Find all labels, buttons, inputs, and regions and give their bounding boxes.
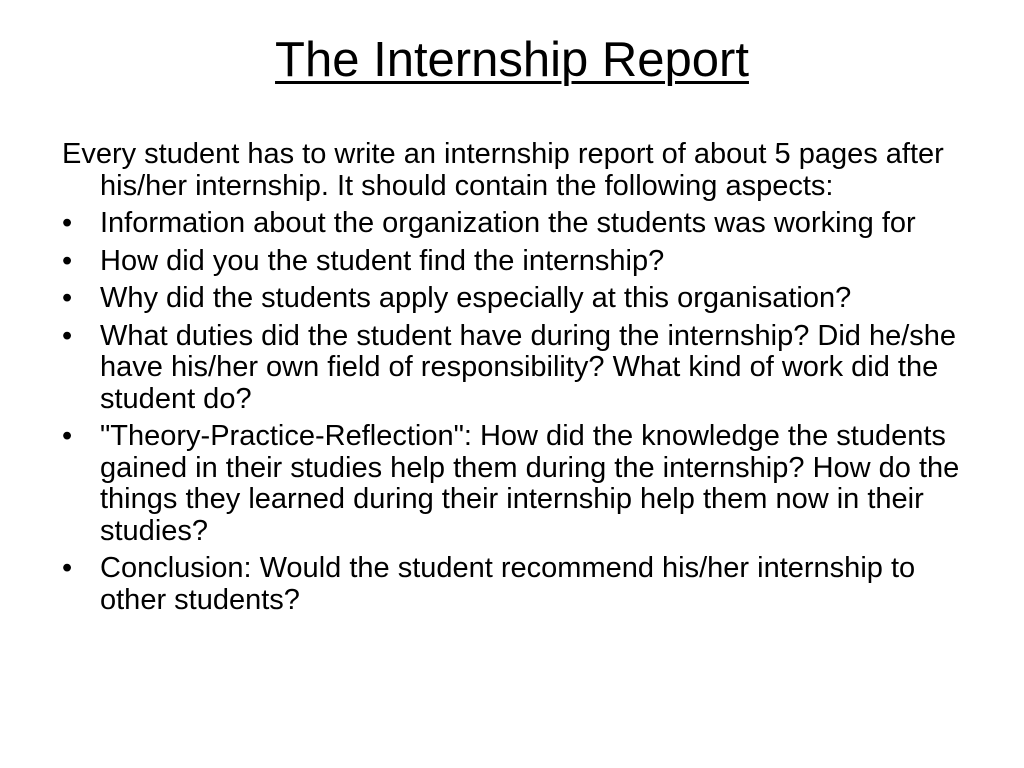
- bullet-dot-icon: •: [62, 244, 73, 277]
- bullet-dot-icon: •: [62, 420, 73, 452]
- bullet-dot-icon: •: [62, 207, 73, 239]
- bullet-dot-icon: •: [62, 319, 73, 352]
- bullet-text: Information about the organization the students was working for: [100, 207, 916, 239]
- slide-body: [62, 139, 972, 622]
- slide-title: The Internship Report: [275, 33, 749, 87]
- bullet-text: Why did the students apply especially at this organisation?: [100, 282, 852, 314]
- intro-paragraph: Every student has to write an internship report of about 5 pages after his/her internship. It should contain the following aspects:: [62, 138, 944, 202]
- bullet-item-conclusion: [62, 553, 972, 616]
- bullet-item-find-internship: [62, 246, 972, 278]
- bullet-text: "Theory-Practice-Reflection": How did the knowledge the students gained in their studies help them during the internship? How do the things they learned during their internship help them now in their studies?: [100, 420, 960, 547]
- bullet-item-why-apply: [62, 283, 972, 315]
- bullet-text: How did you the student find the internship?: [100, 244, 665, 277]
- bullet-dot-icon: •: [62, 552, 73, 584]
- bullet-item-organization: [62, 208, 972, 240]
- bullet-item-duties: [62, 321, 972, 416]
- bullet-dot-icon: •: [62, 282, 73, 314]
- bullet-item-theory-practice: [62, 421, 972, 547]
- bullet-text: What duties did the student have during the internship? Did he/she have his/her own field of responsibility? What kind of work did the student do?: [100, 319, 957, 415]
- bullet-list: [62, 208, 972, 616]
- bullet-text: Conclusion: Would the student recommend his/her internship to other students?: [100, 552, 916, 616]
